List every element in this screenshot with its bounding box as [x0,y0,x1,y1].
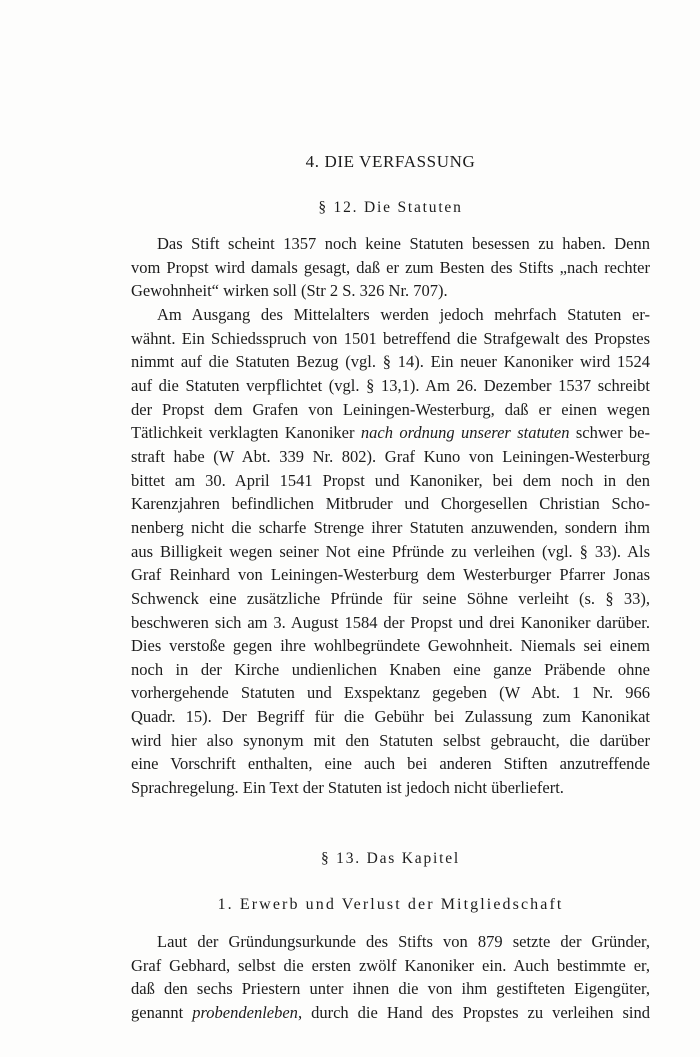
text-line: nenberg nicht die scharfe Strenge ihrer Statuten anzuwenden, sondern ihm [131,517,650,537]
paragraph [131,930,650,1025]
text-line: der Propst dem Grafen von Leiningen-Westerburg, daß er einen wegen [131,399,650,419]
chapter-heading: 4. DIE VERFASSUNG [305,152,476,171]
text-run: Tätlichkeit verklagten Kanoniker [131,423,361,443]
text-line: Laut der Gründungsurkunde des Stifts von 879 setzte der Gründer, [157,932,650,951]
text-line: aus Billigkeit wegen seiner Not eine Pfründe zu verleihen (vgl. § 33). Als [131,541,650,561]
text-line [131,421,650,445]
italic-text: probendenleben [192,1002,298,1022]
text-line: eine Vorschrift enthalten, eine auch bei anderen Stiften anzutreffende [131,754,650,774]
section-body [131,232,650,800]
text-line: Dies verstoße gegen ihre wohlbegründete Gewohnheit. Niemals sei einem [131,636,650,656]
paragraph [131,232,650,303]
text-line: Das Stift scheint 1357 noch keine Statuten besessen zu haben. Denn [157,234,650,253]
text-line: Gewohnheit“ wirken soll (Str 2 S. 326 Nr. 707). [131,281,448,301]
text-line: Sprachregelung. Ein Text der Statuten ist jedoch nicht überliefert. [131,778,564,798]
section-title: § 13. Das Kapitel [320,850,461,867]
text-line: vom Propst wird damals gesagt, daß er zum Besten des Stifts „nach rechter [131,257,650,277]
text-line: bittet am 30. April 1541 Propst und Kanoniker, bei dem noch in den [131,470,650,490]
text-run: , durch die Hand des Propstes zu verleihen sind [297,1002,651,1022]
text-line: vorhergehende Statuten und Exspektanz gegeben (W Abt. 1 Nr. 966 [131,683,650,703]
text-line: Quadr. 15). Der Begriff für die Gebühr bei Zulassung zum Kanonikat [131,707,650,727]
text-line: beschweren sich am 3. August 1584 der Propst und drei Kanoniker darüber. [131,612,650,632]
text-line: Am Ausgang des Mittelalters werden jedoch mehrfach Statuten er- [157,304,650,324]
text-line: wähnt. Ein Schiedsspruch von 1501 betreffend die Strafgewalt des Propstes [131,328,650,348]
text-line: auf die Statuten verpflichtet (vgl. § 13,1). Am 26. Dezember 1537 schreibt [131,375,650,395]
paragraph [131,303,650,800]
text-line: Graf Reinhard von Leiningen-Westerburg dem Westerburger Pfarrer Jonas [131,565,650,585]
text-run: genannt [131,1002,193,1022]
text-line: Graf Gebhard, selbst die ersten zwölf Kanoniker ein. Auch bestimmte er, [131,955,650,975]
text-line: Schwenck eine zusätzliche Pfründe für seine Söhne verleiht (s. § 33), [131,588,650,608]
text-line: nimmt auf die Statuten Bezug (vgl. § 14). Ein neuer Kanoniker wird 1524 [131,352,650,372]
italic-text: nach ordnung unserer statuten [360,423,570,443]
text-line: noch in der Kirche undienlichen Knaben eine ganze Präbende ohne [131,659,650,679]
section-title: § 12. Die Statuten [318,199,463,216]
subsection-title: 1. Erwerb und Verlust der Mitgliedschaft [217,896,564,913]
text-line: Karenzjahren befindlichen Mitbruder und Chorgesellen Christian Scho- [131,494,650,514]
text-line [131,1001,650,1025]
section-body [131,930,650,1025]
text-run: schwer be- [569,423,651,443]
text-line: daß den sechs Priestern unter ihnen die von ihm gestifteten Eigengüter, [131,979,650,999]
text-line: straft habe (W Abt. 339 Nr. 802). Graf Kuno von Leiningen-Westerburg [131,446,650,466]
text-line: wird hier also synonym mit den Statuten selbst gebraucht, die darüber [131,730,650,750]
